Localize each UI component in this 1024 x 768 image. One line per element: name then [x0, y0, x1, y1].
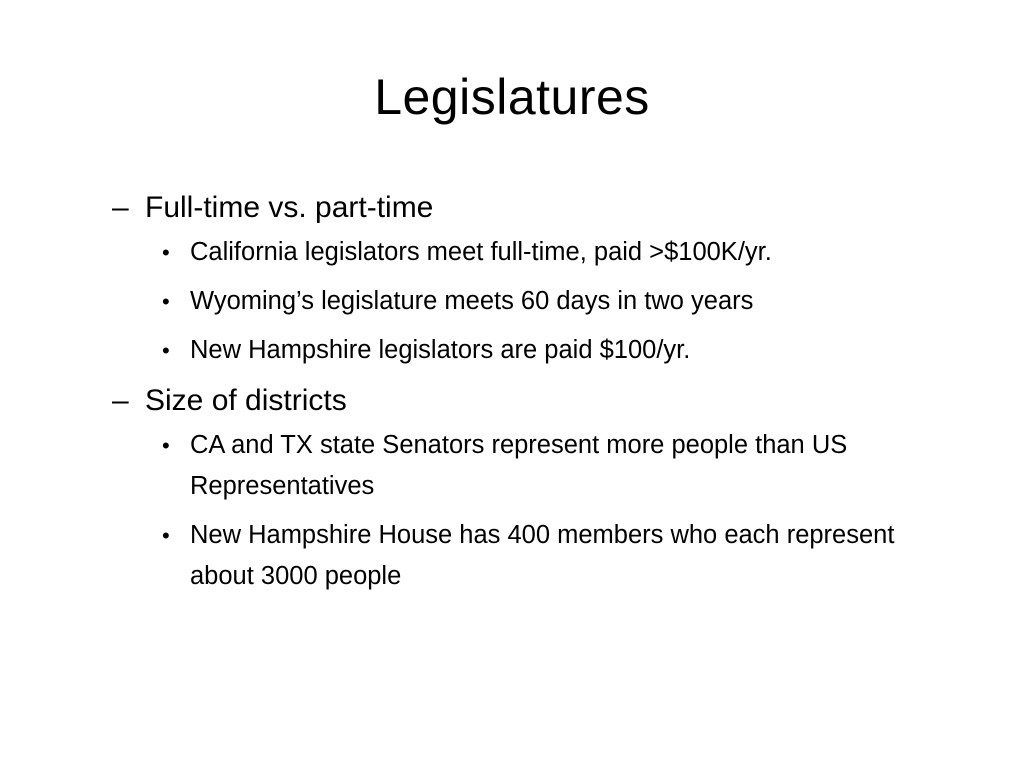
bullet-item: [112, 281, 952, 322]
bullet-marker: •: [162, 240, 170, 265]
bullet-marker: •: [162, 289, 170, 314]
bullet-text: New Hampshire legislators are paid $100/yr.: [190, 336, 691, 364]
bullet-item: [112, 425, 952, 507]
dash-marker: –: [112, 191, 129, 224]
bullet-list-size-of-districts: [112, 425, 952, 597]
bullet-item: [112, 232, 952, 273]
section-heading-text: Full-time vs. part-time: [145, 191, 434, 224]
bullet-marker: •: [162, 338, 170, 363]
bullet-list-full-time: [112, 232, 952, 371]
bullet-text: New Hampshire House has 400 members who each represent about 3000 people: [190, 521, 895, 590]
bullet-text: CA and TX state Senators represent more people than US Representatives: [190, 431, 848, 500]
section-heading-size-of-districts: [112, 379, 952, 423]
section-heading-text: Size of districts: [145, 384, 347, 417]
dash-marker: –: [112, 384, 129, 417]
bullet-text: Wyoming’s legislature meets 60 days in two years: [190, 287, 754, 315]
bullet-item: [112, 330, 952, 371]
slide-content: [112, 186, 952, 605]
slide-title: Legislatures: [374, 69, 650, 125]
bullet-marker: •: [162, 433, 170, 458]
bullet-marker: •: [162, 523, 170, 548]
section-heading-full-time: [112, 186, 952, 230]
bullet-item: [112, 515, 952, 597]
bullet-text: California legislators meet full-time, paid >$100K/yr.: [190, 238, 772, 266]
